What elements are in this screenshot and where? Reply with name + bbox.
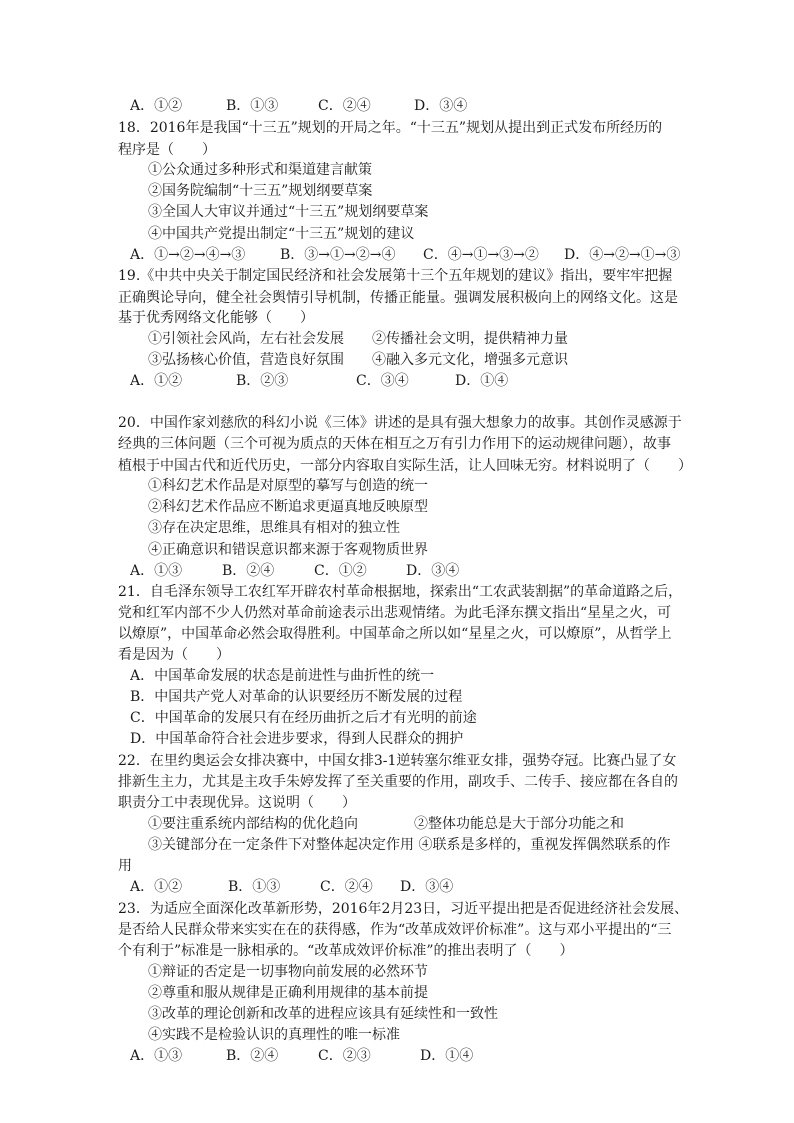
q19-stem-line: 19.《中共中央关于制定国民经济和社会发展第十三个五年规划的建议》指出，要牢牢把握 [118, 268, 673, 284]
q21-stem-line: 看是因为（ ） [118, 647, 230, 663]
q20-option-d: D．③④ [406, 563, 460, 579]
q23-option-c: C．②③ [318, 1048, 371, 1064]
q17-option-b: B．①③ [226, 98, 279, 114]
q18-options [130, 245, 715, 266]
q18-stem-line: 18．2016年是我国“十三五”规划的开局之年。“十三五”规划从提出到正式发布所经历的 [118, 120, 663, 136]
q21-option-c: C．中国革命的发展只有在经历曲折之后才有光明的前途 [130, 710, 477, 726]
q20-options [130, 561, 715, 582]
q22-stem-line: 排新生主力，尤其是主攻手朱婷发挥了至关重要的作用，副攻手、二传手、接应都在各自的 [118, 774, 678, 790]
q22-options [130, 877, 715, 898]
q21-stem-line: 党和红军内部不少人仍然对革命前途表示出悲观情绪。为此毛泽东撰文指出“星星之火，可 [118, 605, 672, 621]
q20-stem-line: 植根于中国古代和近代历史，一部分内容取自实际生活，让人回味无穷。材料说明了（ ） [118, 458, 692, 474]
q20-item: ④正确意识和错误意识都来源于客观物质世界 [148, 542, 428, 558]
q20-item: ①科幻艺术作品是对原型的摹写与创造的统一 [148, 478, 428, 494]
q20-option-a: A．①③ [130, 563, 183, 579]
q21-stem-line: 21．自毛泽东领导工农红军开辟农村革命根据地，探索出“工农武装割据”的革命道路之后， [118, 584, 683, 600]
q18-option-b: B．③→①→②→④ [280, 247, 396, 263]
q19-option-d: D．①④ [455, 373, 509, 389]
q23-item: ④实践不是检验认识的真理性的唯一标准 [148, 1027, 400, 1043]
q20-stem-line: 20．中国作家刘慈欣的科幻小说《三体》讲述的是具有强大想象力的故事。其创作灵感源于 [118, 415, 682, 431]
q18-item: ③全国人大审议并通过“十三五”规划纲要草案 [148, 204, 429, 220]
q19-option-c: C．③④ [356, 373, 409, 389]
q21-stem-line: 以燎原”，中国革命必然会取得胜利。中国革命之所以如“星星之火，可以燎原”，从哲学上 [118, 626, 672, 642]
q18-stem-line: 程序是（ ） [118, 142, 216, 158]
q23-item: ③改革的理论创新和改革的进程应该具有延续性和一致性 [148, 1006, 498, 1022]
q21-option-d: D．中国革命符合社会进步要求，得到人民群众的拥护 [130, 731, 464, 747]
q23-item: ①辩证的否定是一切事物向前发展的必然环节 [148, 964, 428, 980]
q22-stem-line: 22．在里约奥运会女排决赛中，中国女排3-1逆转塞尔维亚女排，强势夺冠。比赛凸显了女 [118, 753, 677, 769]
q21-option-b: B．中国共产党人对革命的认识要经历不断发展的过程 [130, 689, 463, 705]
q17-option-a: A．①② [130, 98, 183, 114]
q18-option-d: D．④→②→①→③ [564, 247, 681, 263]
q17-options [130, 96, 715, 117]
q22-option-b: B．①③ [228, 879, 281, 895]
q22-item: ③关键部分在一定条件下对整体起决定作用 ④联系是多样的，重视发挥偶然联系的作 [148, 837, 671, 853]
q18-option-a: A．①→②→④→③ [130, 247, 246, 263]
q22-option-c: C．②④ [320, 879, 373, 895]
q18-item: ④中国共产党提出制定“十三五”规划的建议 [148, 226, 415, 242]
q22-stem-line: 职责分工中表现优异。这说明（ ） [118, 795, 356, 811]
q17-option-c: C．②④ [318, 98, 371, 114]
q18-option-c: C．④→①→③→② [423, 247, 539, 263]
q20-option-b: B．②④ [222, 563, 275, 579]
q23-option-a: A．①③ [130, 1048, 183, 1064]
q18-item: ①公众通过多种形式和渠道建言献策 [148, 162, 372, 178]
q22-option-d: D．③④ [400, 879, 454, 895]
q23-stem-line: 是否给人民群众带来实实在在的获得感，作为“改革成效评价标准”。这与邓小平提出的“三 [118, 922, 672, 938]
q23-options [130, 1046, 715, 1067]
q23-item: ②尊重和服从规律是正确利用规律的基本前提 [148, 985, 428, 1001]
q23-stem-line: 个有利于”标准是一脉相承的。“改革成效评价标准”的推出表明了（ ） [118, 943, 574, 959]
q21-option-a: A．中国革命发展的状态是前进性与曲折性的统一 [130, 668, 435, 684]
q18-item: ②国务院编制“十三五”规划纲要草案 [148, 183, 373, 199]
q23-stem-line: 23．为适应全面深化改革新形势，2016年2月23日，习近平提出把是否促进经济社会发展、 [118, 901, 689, 917]
q23-option-b: B．②④ [226, 1048, 279, 1064]
q19-stem-line: 正确舆论导向，健全社会舆情引导机制，传播正能量。强调发展积极向上的网络文化。这是 [118, 290, 678, 306]
q17-option-d: D．③④ [414, 98, 468, 114]
q20-item: ②科幻艺术作品应不断追求更逼真地反映原型 [148, 499, 428, 515]
q20-stem-line: 经典的三体问题（三个可视为质点的天体在相互之万有引力作用下的运动规律问题），故事 [118, 436, 671, 452]
q19-stem-line: 基于优秀网络文化能够（ ） [118, 310, 314, 326]
q19-options [130, 371, 715, 392]
q20-item: ③存在决定思维，思维具有相对的独立性 [148, 520, 400, 536]
q19-item: ③弘扬核心价值，营造良好氛围 ④融入多元文化，增强多元意识 [148, 352, 568, 368]
q22-item: 用 [118, 858, 132, 874]
q22-option-a: A．①② [130, 879, 183, 895]
q22-item: ①要注重系统内部结构的优化趋向 ②整体功能总是大于部分功能之和 [148, 816, 624, 832]
q19-option-b: B．②③ [236, 373, 289, 389]
q19-item: ①引领社会风尚，左右社会发展 ②传播社会文明，提供精神力量 [148, 331, 568, 347]
q20-option-c: C．①② [314, 563, 367, 579]
q19-option-a: A．①② [130, 373, 183, 389]
q23-option-d: D．①④ [420, 1048, 474, 1064]
